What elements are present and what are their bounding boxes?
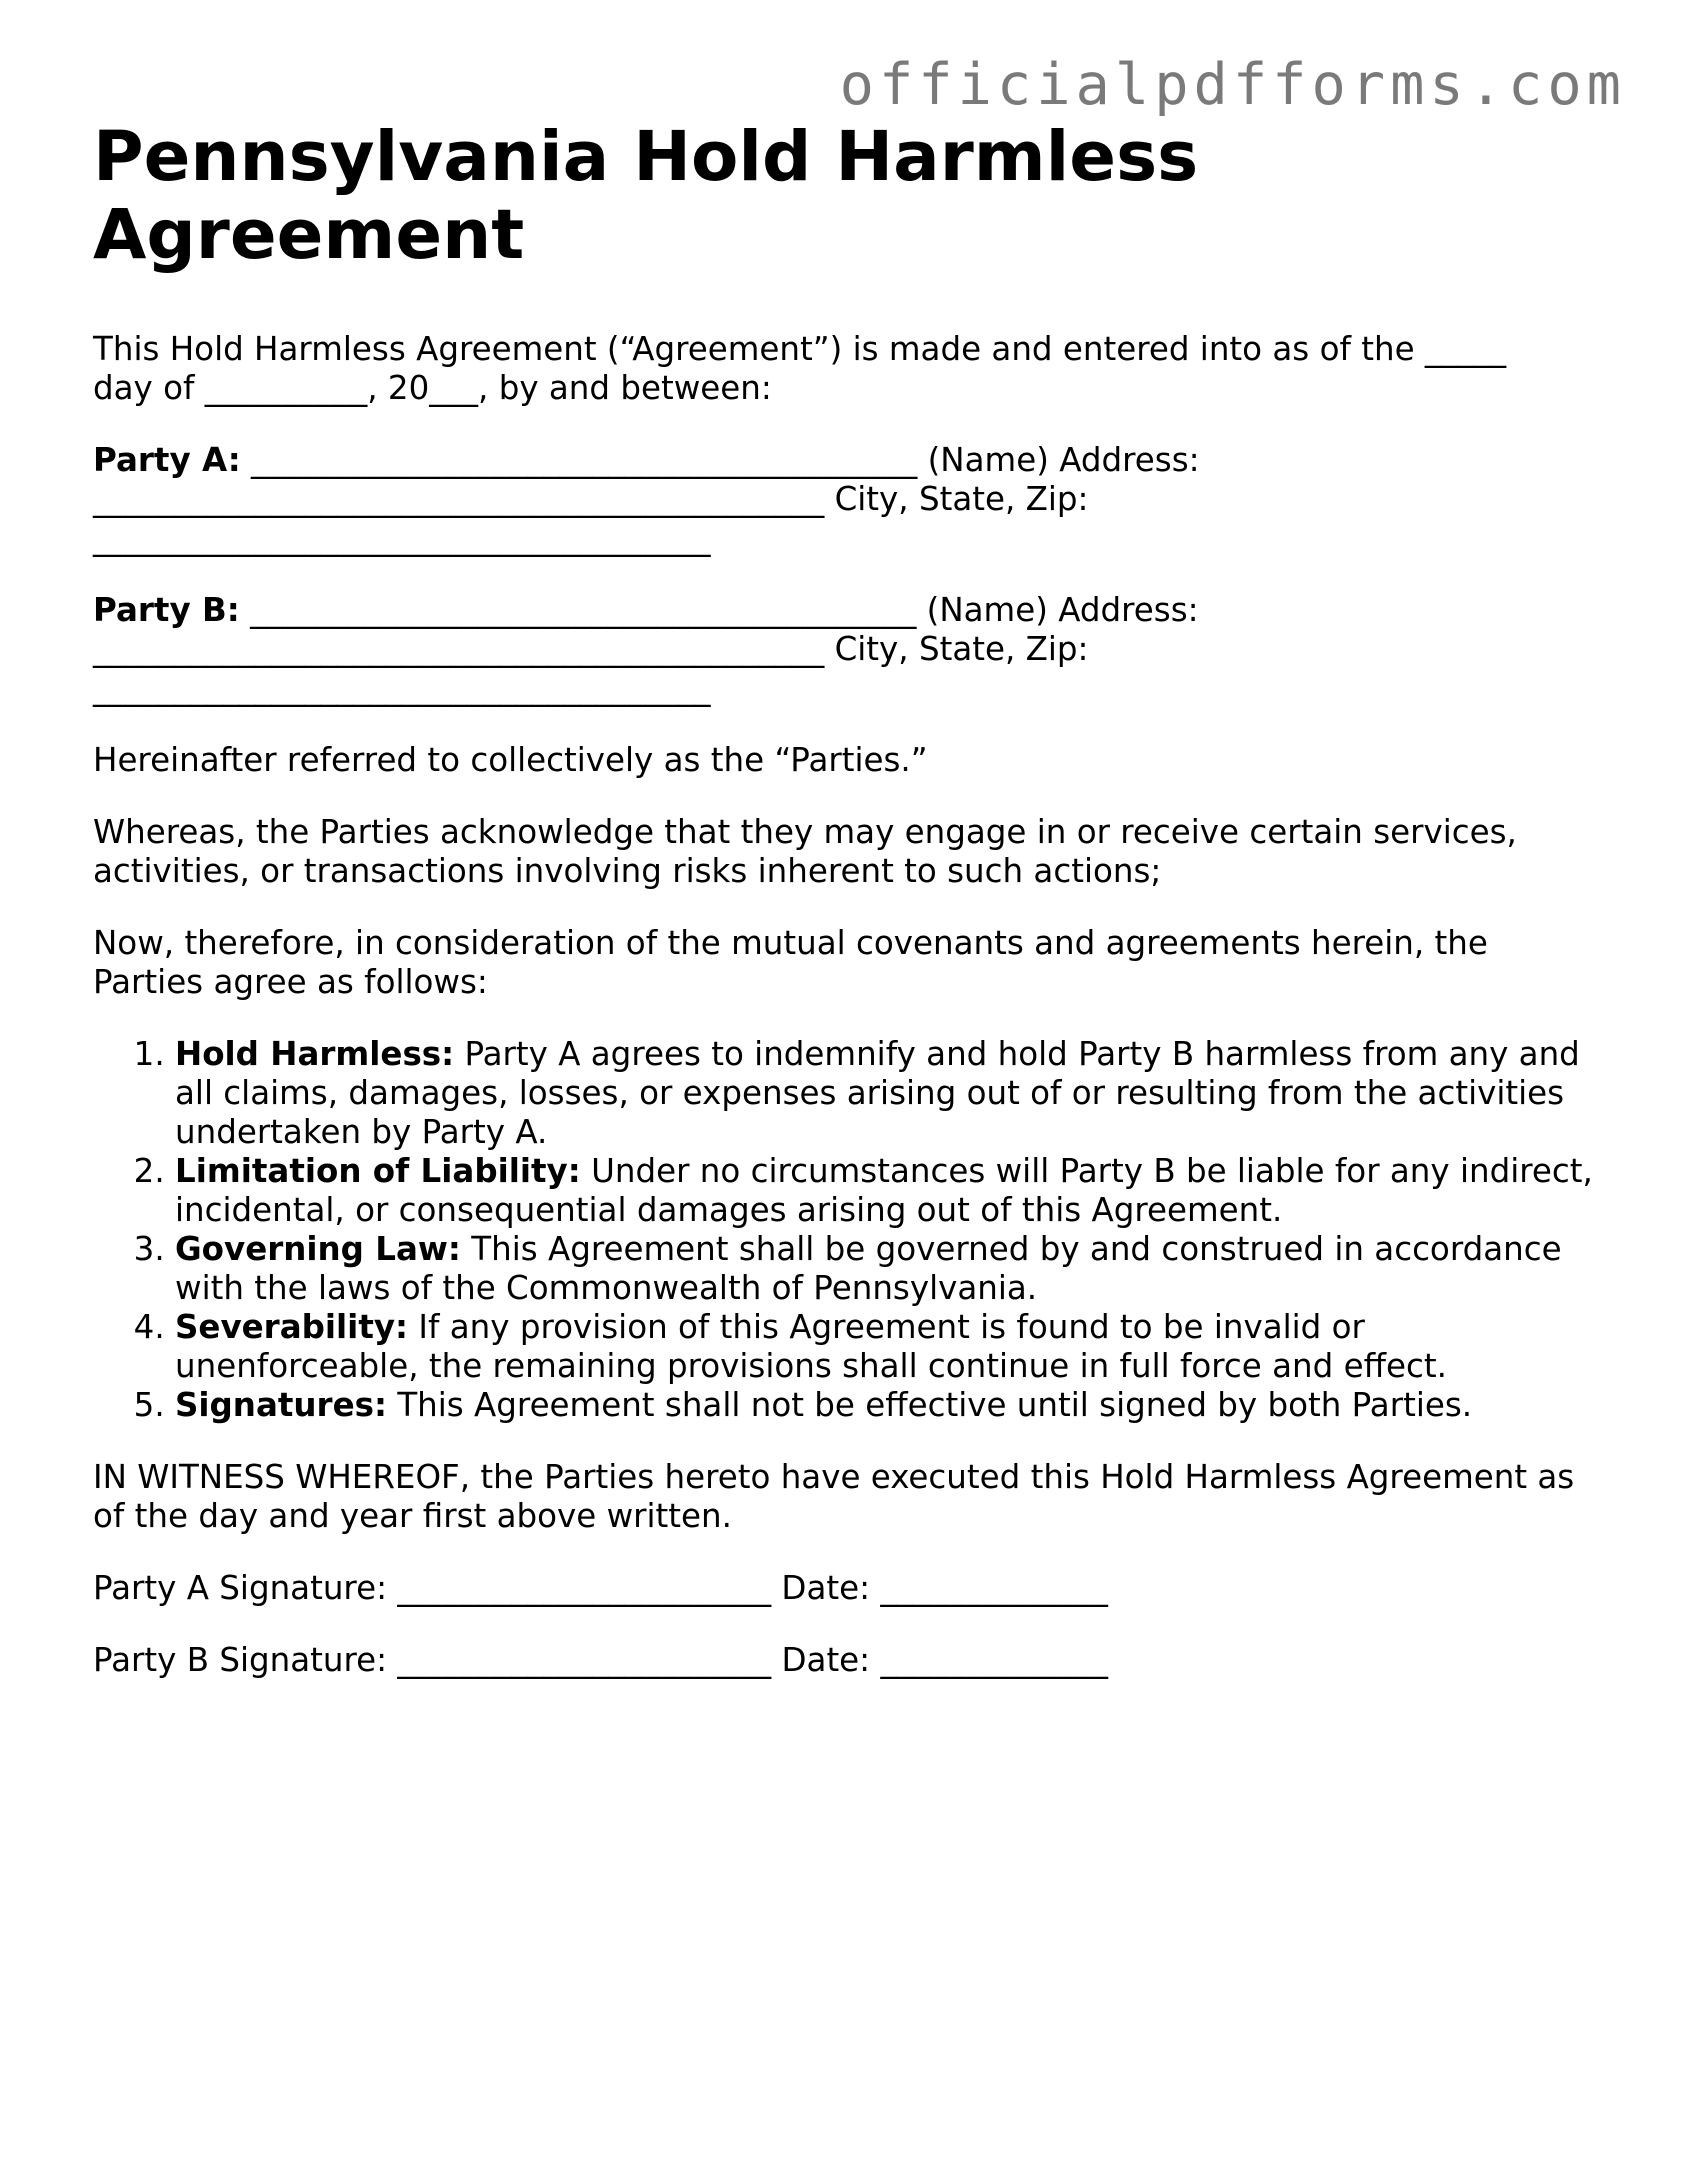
intro-paragraph (93, 330, 1593, 408)
party-b-address-field[interactable]: _____________________________________________ City, State, Zip: (93, 630, 1089, 668)
document-body (93, 118, 1593, 1713)
party-a-signature-line[interactable]: Party A Signature: _______________________ Date: ______________ (93, 1569, 1108, 1607)
page-title: Pennsylvania Hold Harmless Agreement (93, 117, 1199, 275)
clause-text: This Agreement shall not be effective until signed by both Parties. (397, 1386, 1473, 1424)
clause-heading: Hold Harmless: (175, 1035, 455, 1073)
party-b-name-field[interactable]: _________________________________________ (Name) Address: (250, 591, 1199, 629)
witness-paragraph: IN WITNESS WHEREOF, the Parties hereto have executed this Hold Harmless Agreement as of the day and year first above written. (93, 1458, 1575, 1535)
party-a-name-field[interactable]: _________________________________________ (Name) Address: (251, 441, 1200, 479)
party-a-address-field[interactable]: _____________________________________________ City, State, Zip: (93, 480, 1089, 518)
clause-hold-harmless (175, 1035, 1593, 1152)
intro-line-2: day of __________, 20___, by and between: (93, 369, 772, 407)
clause-heading: Severability: (175, 1308, 409, 1346)
party-b-block (93, 591, 1593, 708)
hereinafter-paragraph: Hereinafter referred to collectively as the “Parties.” (93, 741, 928, 779)
clause-heading: Limitation of Liability: (175, 1152, 581, 1190)
whereas-paragraph: Whereas, the Parties acknowledge that they may engage in or receive certain services, activities, or transactions involving risks inherent to such actions; (93, 813, 1517, 890)
clause-text: Under no circumstances will Party B be liable for any indirect, incidental, or consequential damages arising out of this Agreement. (175, 1152, 1593, 1229)
party-b-name-line (93, 591, 1593, 630)
party-b-label: Party B: (93, 591, 240, 629)
party-a-name-line (93, 441, 1593, 480)
clause-severability (175, 1308, 1593, 1386)
clause-governing-law (175, 1230, 1593, 1308)
clause-text: This Agreement shall be governed by and construed in accordance with the laws of the Commonwealth of Pennsylvania. (175, 1230, 1562, 1307)
clause-limitation-of-liability (175, 1152, 1593, 1230)
clause-list (93, 1035, 1593, 1425)
party-b-signature-line[interactable]: Party B Signature: _______________________ Date: ______________ (93, 1641, 1108, 1679)
party-a-label: Party A: (93, 441, 241, 479)
party-a-block (93, 441, 1593, 558)
now-therefore-paragraph: Now, therefore, in consideration of the mutual covenants and agreements herein, the Parties agree as follows: (93, 924, 1488, 1001)
clause-text: Party A agrees to indemnify and hold Party B harmless from any and all claims, damages, losses, or expenses arising out of or resulting from the activities undertaken by Party A. (175, 1035, 1580, 1151)
clause-text: If any provision of this Agreement is found to be invalid or unenforceable, the remaining provisions shall continue in full force and effect. (175, 1308, 1447, 1385)
intro-line-1: This Hold Harmless Agreement (“Agreement”) is made and entered into as of the _____ (93, 330, 1507, 368)
party-a-city-state-zip-field[interactable]: ______________________________________ (93, 519, 711, 557)
watermark: officialpdfforms.com (839, 52, 1626, 118)
clause-heading: Signatures: (175, 1386, 387, 1424)
clause-signatures (175, 1386, 1593, 1425)
party-b-city-state-zip-field[interactable]: ______________________________________ (93, 669, 711, 707)
clause-heading: Governing Law: (175, 1230, 461, 1268)
